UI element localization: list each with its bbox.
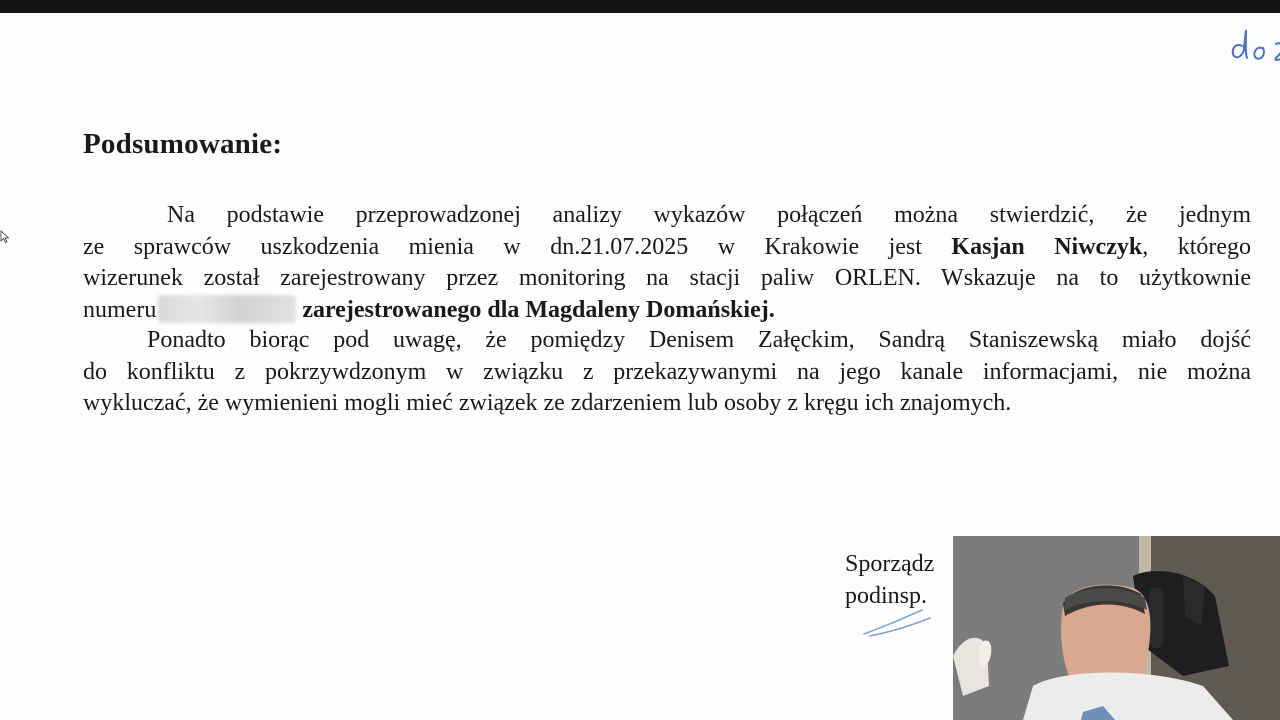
suspect-name: Kasjan Niwczyk (951, 233, 1143, 260)
paragraph-line: Na podstawie przeprowadzonej analizy wykazów połączeń można stwierdzić, że jednym (167, 202, 1251, 228)
section-heading: Podsumowanie: (83, 128, 283, 160)
paragraph-line: wizerunek został zarejestrowany przez monitoring na stacji paliw ORLEN. Wskazuje na to użytkownie (83, 265, 1251, 291)
window-top-bar (0, 0, 1280, 13)
webcam-overlay (953, 536, 1280, 720)
paragraph-line: wykluczać, że wymienieni mogli mieć związek ze zdarzeniem lub osoby z kręgu ich znajomych. (83, 390, 1012, 416)
text-fragment: numeru (83, 296, 157, 323)
paragraph-summary (83, 200, 1251, 326)
paragraph-conflict (83, 325, 1251, 420)
paragraph-line: Ponadto biorąc pod uwagę, że pomiędzy Denisem Załęckim, Sandrą Staniszewską miało dojść (147, 327, 1251, 353)
signature-line-prepared: Sporządz (845, 551, 935, 577)
paragraph-line: do konfliktu z pokrzywdzonym w związku z przekazywanymi na jego kanale informacjami, nie można (83, 358, 1251, 385)
redacted-phone-number (158, 295, 296, 323)
text-fragment: , którego (1142, 233, 1252, 260)
handwritten-note (1228, 22, 1280, 66)
registration-holder: zarejestrowanego dla Magdaleny Domańskiej. (302, 296, 775, 323)
text-fragment: ze sprawców uszkodzenia mienia w dn.21.07.2025 w Krakowie jest (83, 233, 952, 260)
signature-line-rank: podinsp. (845, 583, 928, 609)
mouse-cursor-icon (0, 230, 10, 244)
paragraph-line (83, 232, 1251, 264)
webcam-video-feed (953, 536, 1280, 720)
paragraph-line (83, 295, 1251, 327)
